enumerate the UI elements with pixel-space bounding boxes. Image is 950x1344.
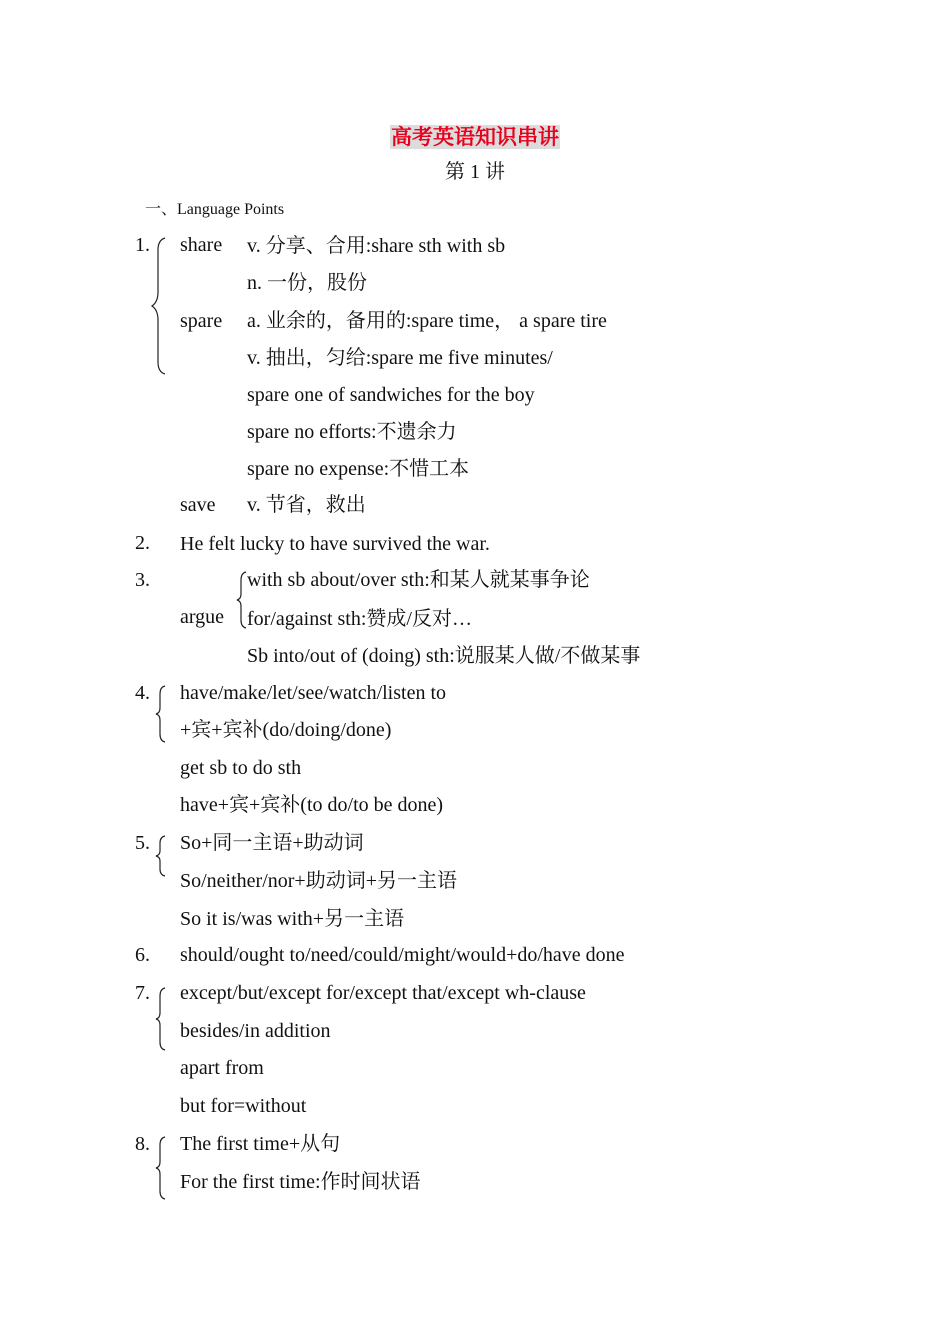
item-1-spare-phrase-2: spare no expense:不惜工本	[247, 458, 470, 480]
item-1-spare-verb-example: spare one of sandwiches for the boy	[247, 384, 535, 406]
item-4-line-3: get sb to do sth	[180, 757, 302, 779]
item-5-number: 5.	[135, 832, 150, 854]
item-1-number: 1.	[135, 234, 150, 256]
item-1-word-save: save	[180, 494, 216, 516]
item-5-line-2: So/neither/nor+助动词+另一主语	[180, 870, 457, 892]
item-2-number: 2.	[135, 532, 150, 554]
item-8-number: 8.	[135, 1133, 150, 1155]
document-title: 高考英语知识串讲	[391, 125, 559, 149]
item-1-word-share: share	[180, 234, 223, 256]
item-7-line-1: except/but/except for/except that/except wh-clause	[180, 982, 586, 1004]
item-3-line-3: Sb into/out of (doing) sth:说服某人做/不做某事	[247, 645, 641, 667]
item-5-line-1: So+同一主语+助动词	[180, 832, 364, 854]
item-3-word-argue: argue	[180, 606, 225, 628]
item-4-line-2: +宾+宾补(do/doing/done)	[180, 719, 392, 741]
item-1-spare-verb: v. 抽出，匀给:spare me five minutes/	[247, 347, 553, 369]
item-1-word-spare: spare	[180, 310, 223, 332]
item-7-line-3: apart from	[180, 1057, 264, 1079]
item-4-number: 4.	[135, 682, 150, 704]
item-1-save-verb: v. 节省，救出	[247, 494, 366, 516]
lecture-number: 第 1 讲	[445, 161, 505, 183]
item-8-brace	[154, 1137, 168, 1199]
item-2-text: He felt lucky to have survived the war.	[180, 533, 490, 555]
item-5-brace	[154, 836, 168, 876]
item-1-spare-adjective: a. 业余的，备用的:spare time， a spare tire	[247, 310, 607, 332]
item-7-number: 7.	[135, 982, 150, 1004]
item-8-line-1: The first time+从句	[180, 1133, 341, 1155]
item-1-share-verb: v. 分享、合用:share sth with sb	[247, 235, 506, 257]
item-3-line-1: with sb about/over sth:和某人就某事争论	[247, 569, 590, 591]
section-heading: 一、Language Points	[145, 201, 285, 218]
item-7-line-4: but for=without	[180, 1095, 307, 1117]
item-3-number: 3.	[135, 569, 150, 591]
item-7-line-2: besides/in addition	[180, 1020, 331, 1042]
item-7-brace	[154, 988, 168, 1050]
item-4-brace	[154, 686, 168, 742]
item-8-line-2: For the first time:作时间状语	[180, 1171, 421, 1193]
item-1-share-noun: n. 一份，股份	[247, 272, 367, 294]
item-4-line-1: have/make/let/see/watch/listen to	[180, 682, 447, 704]
item-6-text: should/ought to/need/could/might/would+do/have done	[180, 944, 625, 966]
item-1-spare-phrase-1: spare no efforts:不遗余力	[247, 421, 457, 443]
item-6-number: 6.	[135, 944, 150, 966]
item-1-brace	[150, 238, 170, 374]
item-3-line-2: for/against sth:赞成/反对…	[247, 608, 472, 630]
item-4-line-4: have+宾+宾补(to do/to be done)	[180, 794, 444, 816]
item-5-line-3: So it is/was with+另一主语	[180, 908, 405, 930]
